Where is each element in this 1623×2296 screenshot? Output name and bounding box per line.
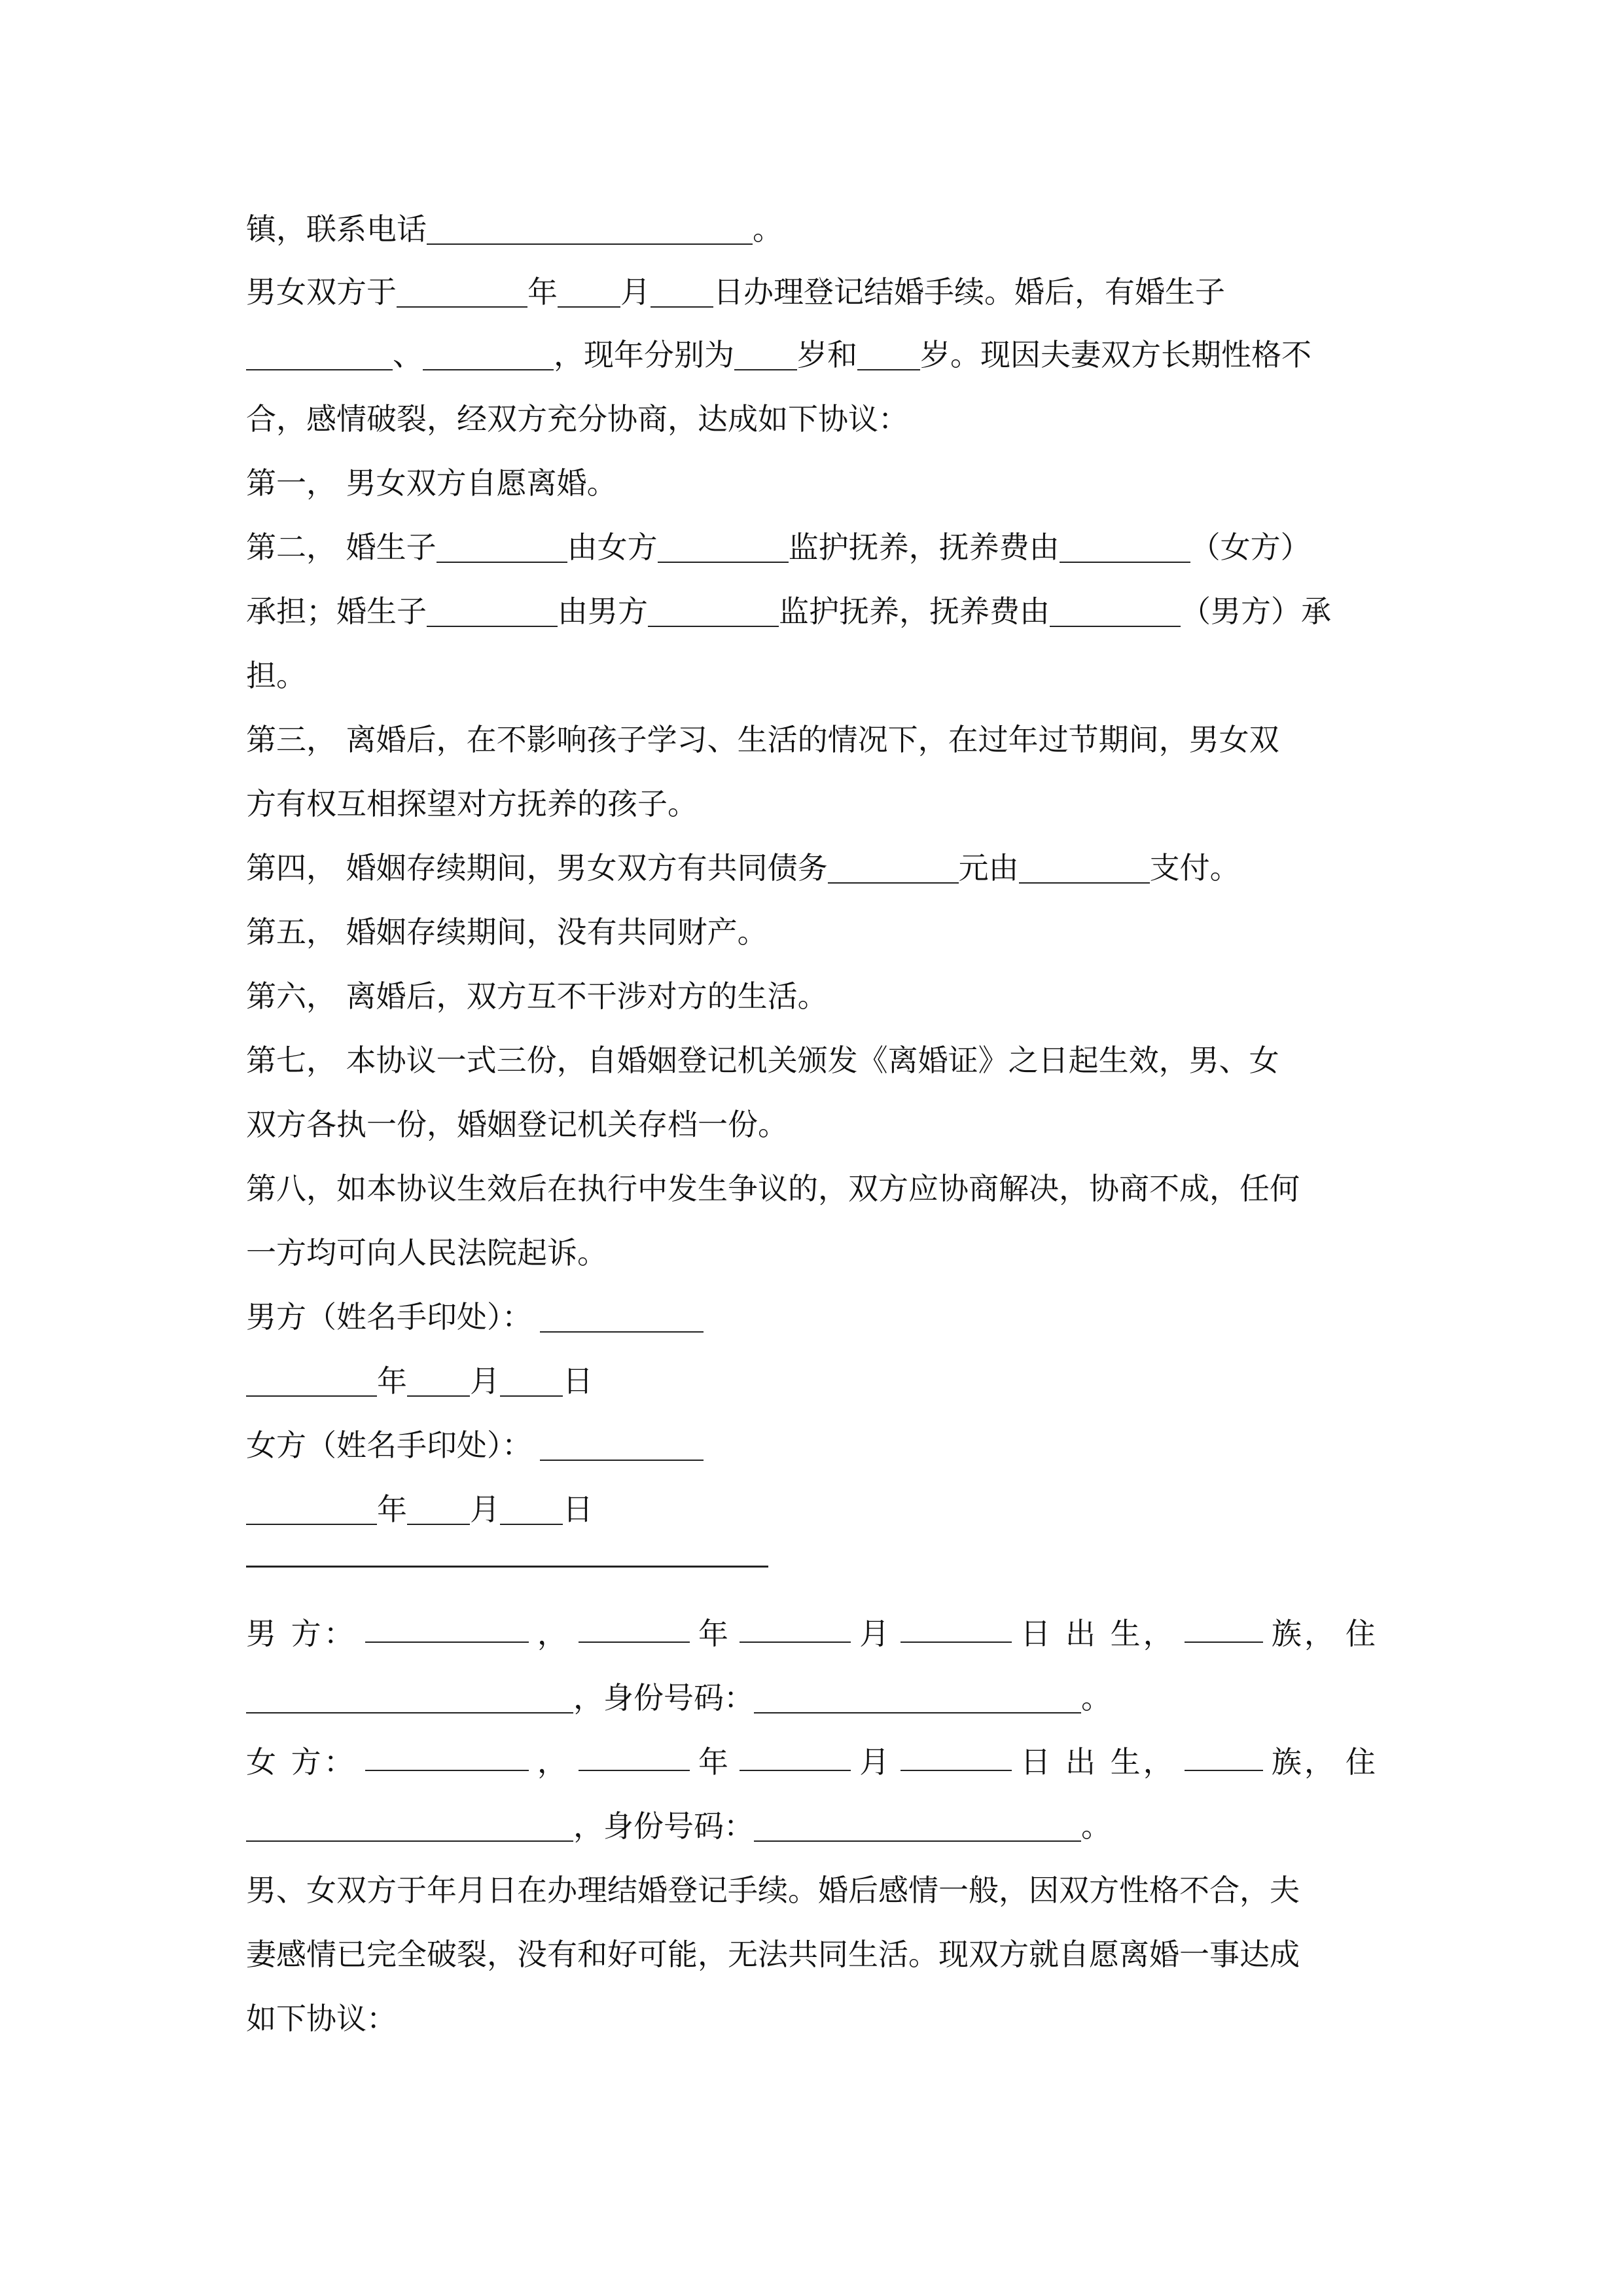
agreement2-line-2: 妻感情已完全破裂，没有和好可能，无法共同生活。现双方就自愿离婚一事达成: [246, 1937, 1300, 1972]
clause-7: 第七， 本协议一式三份，自婚姻登记机关颁发《离婚证》之日起生效，男、女: [246, 1043, 1279, 1078]
paragraph-line: 合，感情破裂，经双方充分协商，达成如下协议：: [246, 401, 908, 437]
day-blank: [651, 272, 713, 308]
clause-1: 第一， 男女双方自愿离婚。: [246, 465, 617, 501]
section-divider: [246, 1566, 768, 1568]
male-date: 年 月 日: [246, 1355, 593, 1407]
marriage-date-line: 男女双方于 年 月 日办理登记结婚手续。婚后，有婚生子: [246, 266, 1378, 318]
male-signature: 男方（姓名手印处）：: [246, 1291, 704, 1343]
clause-2-cont: 承担；婚生子 由男方 监护抚养，抚养费由 （男方）承: [246, 585, 1331, 637]
children-line: 、 ，现年分别为 岁和 岁。现因夫妻双方长期性格不: [246, 329, 1311, 381]
phone-blank: [427, 209, 753, 245]
clause-3-cont: 方有权互相探望对方抚养的孩子。: [246, 786, 698, 821]
clause-6: 第六， 离婚后，双方互不干涉对方的生活。: [246, 978, 828, 1014]
contact-line: 镇，联系电话 。: [246, 203, 783, 255]
clause-7-cont: 双方各执一份，婚姻登记机关存档一份。: [246, 1107, 788, 1142]
clause-4: 第四， 婚姻存续期间，男女双方有共同债务 元由 支付。: [246, 842, 1240, 894]
female-signature-blank: [540, 1426, 704, 1461]
man-info-line: 男 方： ， 年 月 日 出 生， 族， 住: [246, 1607, 1378, 1660]
age1-blank: [734, 335, 797, 370]
agreement2-line-1: 男、女双方于年月日在办理结婚登记手续。婚后感情一般，因双方性格不合，夫: [246, 1873, 1300, 1908]
clause-8-cont: 一方均可向人民法院起诉。: [246, 1235, 607, 1270]
man-id-line: ，身份号码： 。: [246, 1672, 1111, 1724]
clause-2-end: 担。: [246, 658, 306, 693]
child1-blank: [246, 335, 393, 370]
child2-blank: [423, 335, 554, 370]
woman-info-line: 女 方： ， 年 月 日 出 生， 族， 住: [246, 1736, 1378, 1788]
female-signature: 女方（姓名手印处）：: [246, 1419, 704, 1471]
male-signature-blank: [540, 1297, 704, 1333]
clause-3: 第三， 离婚后，在不影响孩子学习、生活的情况下，在过年过节期间，男女双: [246, 722, 1279, 757]
year-blank: [397, 272, 527, 308]
month-blank: [558, 272, 620, 308]
clause-2: 第二， 婚生子 由女方 监护抚养，抚养费由 （女方）: [246, 521, 1311, 573]
clause-8: 第八，如本协议生效后在执行中发生争议的，双方应协商解决，协商不成，任何: [246, 1171, 1300, 1206]
age2-blank: [857, 335, 920, 370]
woman-id-line: ，身份号码： 。: [246, 1800, 1111, 1852]
clause-5: 第五， 婚姻存续期间，没有共同财产。: [246, 914, 768, 950]
female-date: 年 月 日: [246, 1483, 593, 1535]
agreement2-line-3: 如下协议：: [246, 2001, 397, 2036]
